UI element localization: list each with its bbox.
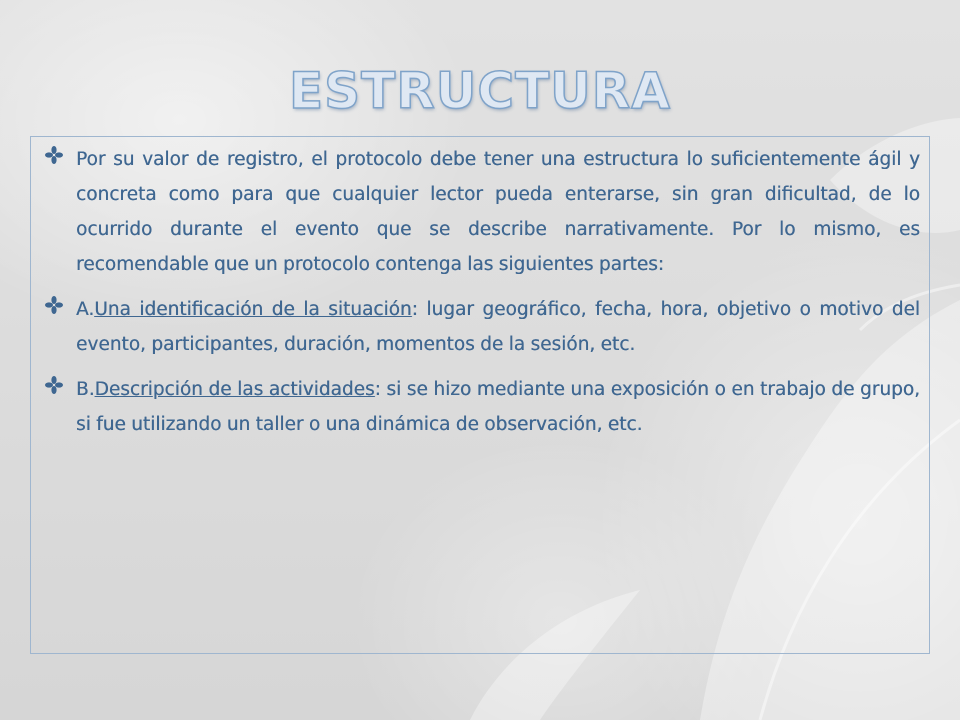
slide-title: ESTRUCTURA	[289, 62, 671, 120]
bullet-item	[44, 292, 920, 362]
bullet-list	[44, 142, 920, 452]
bullet-text	[76, 292, 920, 362]
bullet-rest: : si se hizo mediante una exposición o en trabajo de grupo, si fue utilizando un taller o una dinámica de observación, etc.	[76, 379, 920, 435]
bullet-prefix: A.	[76, 299, 95, 320]
bullet-rest: : lugar geográfico, fecha, hora, objetivo o motivo del evento, participantes, duración, momentos de la sesión, etc.	[76, 299, 921, 355]
diamond-bullet-icon	[44, 145, 64, 165]
bullet-item	[44, 372, 920, 442]
diamond-bullet-icon	[44, 375, 64, 395]
bullet-text	[76, 372, 920, 442]
diamond-bullet-icon	[44, 295, 64, 315]
bullet-text: Por su valor de registro, el protocolo debe tener una estructura lo suficientemente ágil y concreta como para que cualquier lector pueda enterarse, sin gran dificultad, de lo ocurrido durante el evento que se describe narrativamente. Por lo mismo, es recomendable que un protocolo contenga las siguientes partes:	[76, 149, 920, 275]
bullet-item	[44, 142, 920, 282]
underlined-heading: Descripción de las actividades	[94, 379, 375, 400]
bullet-prefix: B.	[76, 379, 95, 400]
underlined-heading: Una identificación de la situación	[94, 299, 412, 320]
